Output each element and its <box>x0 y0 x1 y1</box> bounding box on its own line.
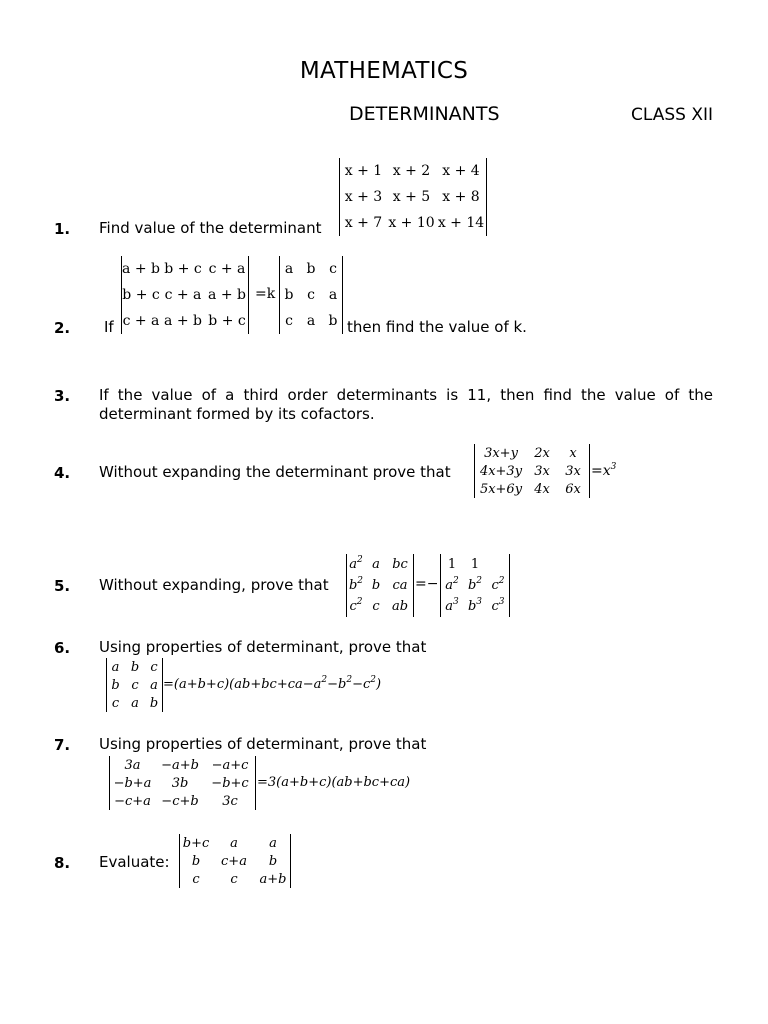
question-1-text: Find value of the determinant <box>99 219 322 237</box>
q2r-cell: b <box>328 313 338 329</box>
q1-cell: x + 7 <box>344 215 383 231</box>
page-subtitle: DETERMINANTS <box>349 103 500 125</box>
q5r-cell: c <box>491 578 499 593</box>
q1-cell: x + 3 <box>344 189 383 205</box>
q5-cell: c <box>372 599 380 614</box>
q8-cell: a <box>269 835 277 851</box>
q1-cell: x + 10 <box>388 215 435 231</box>
question-2-prefix: If <box>104 318 114 336</box>
question-3-number: 3. <box>54 387 71 405</box>
q5r-cell: b <box>467 578 477 593</box>
q8-cell: c+a <box>221 853 247 869</box>
question-2-right-determinant <box>279 256 343 334</box>
q8-cell: b <box>191 853 201 869</box>
q6-cell: c <box>111 695 120 711</box>
question-5-equals: =− <box>415 576 439 592</box>
question-3-text: If the value of a third order determinants is 11, then find the value of the determinant formed by its cofactors. <box>99 386 713 423</box>
q2r-cell: a <box>306 313 316 329</box>
q2r-cell: c <box>285 313 293 329</box>
q6-rhs-a: =(a+b+c)(ab+bc+ca−a <box>163 677 322 692</box>
q5-cell: c <box>349 599 357 614</box>
question-6-number: 6. <box>54 639 71 657</box>
question-4-determinant <box>474 444 590 498</box>
q1-cell: x + 14 <box>437 215 485 231</box>
q6-exp: 2 <box>370 675 376 685</box>
question-8-text: Evaluate: <box>99 853 170 871</box>
q2-cell: c + a <box>164 287 202 303</box>
q5-exp: 2 <box>357 576 364 586</box>
q6-cell: b <box>111 677 120 693</box>
q8-cell: b+c <box>182 835 210 851</box>
q8-cell: a+b <box>259 871 287 887</box>
q5r-exp: 3 <box>453 597 459 607</box>
q2-cell: a + b <box>208 287 246 303</box>
question-2-equals-k: =k <box>255 286 276 302</box>
q1-cell: x + 8 <box>442 189 480 205</box>
q4-cell: 3x <box>534 463 550 479</box>
question-7-rhs: =3(a+b+c)(ab+bc+ca) <box>257 775 411 790</box>
question-2-left-determinant <box>121 256 249 334</box>
q5r-cell <box>487 554 509 575</box>
question-2-suffix: then find the value of k. <box>347 318 527 336</box>
q2r-cell: a <box>284 261 294 277</box>
question-7-determinant <box>109 756 256 810</box>
q6-exp: 2 <box>346 675 353 685</box>
q5r-exp: 2 <box>453 576 459 586</box>
question-1-determinant <box>339 158 487 236</box>
q2-cell: a + b <box>122 261 160 277</box>
q4-rhs-base: =x <box>591 463 611 479</box>
q6-rhs-b: −b <box>327 677 347 692</box>
q5-cell: bc <box>392 557 408 572</box>
q7-cell: −c+b <box>161 793 199 809</box>
q1-cell: x + 2 <box>392 163 431 179</box>
q5r-exp: 2 <box>498 576 505 586</box>
question-5-right-determinant <box>440 554 510 617</box>
q5-exp: 2 <box>356 597 363 607</box>
q4-cell: 4x <box>534 481 550 497</box>
q4-rhs-exponent: 3 <box>610 462 617 472</box>
q2r-cell: c <box>307 287 315 303</box>
q6-rhs-d: ) <box>376 677 382 692</box>
q5-cell: ab <box>391 599 409 614</box>
q2r-cell: b <box>306 261 316 277</box>
q6-cell: a <box>131 695 139 711</box>
q5r-cell: 1 <box>470 557 480 572</box>
q7-cell: 3a <box>124 757 141 773</box>
q6-cell: a <box>150 677 158 693</box>
q4-cell: 3x <box>565 463 581 479</box>
page-title: MATHEMATICS <box>299 58 469 84</box>
q2-cell: b + c <box>208 313 246 329</box>
q5r-cell: c <box>491 599 499 614</box>
q2-cell: b + c <box>164 261 202 277</box>
q4-cell: 4x+3y <box>479 463 523 479</box>
question-4-text: Without expanding the determinant prove that <box>99 463 451 481</box>
q5-cell: b <box>371 578 381 593</box>
q6-cell: c <box>131 677 139 693</box>
q2-cell: a + b <box>164 313 202 329</box>
q5-cell: ca <box>392 578 408 593</box>
q5r-exp: 3 <box>476 597 483 607</box>
q1-cell: x + 1 <box>344 163 383 179</box>
q5r-cell: a <box>445 599 454 614</box>
class-label: CLASS XII <box>631 105 714 125</box>
q6-cell: c <box>150 659 158 675</box>
q6-cell: a <box>111 659 120 675</box>
q7-cell: 3b <box>171 775 189 791</box>
question-4-rhs <box>591 463 616 479</box>
q5r-cell: b <box>467 599 477 614</box>
q7-cell: −c+a <box>114 793 151 809</box>
q8-cell: c <box>230 871 238 887</box>
q7-cell: −b+a <box>113 775 152 791</box>
q6-exp: 2 <box>321 675 328 685</box>
question-4-number: 4. <box>54 464 71 482</box>
q1-cell: x + 5 <box>392 189 431 205</box>
q2-cell: b + c <box>122 287 160 303</box>
question-5-left-determinant <box>346 554 414 617</box>
q6-cell: b <box>130 659 140 675</box>
q5-exp: 2 <box>357 555 363 565</box>
q5r-cell: a <box>445 578 454 593</box>
q4-cell: 6x <box>565 481 581 497</box>
question-2-number: 2. <box>54 319 71 337</box>
q4-cell: x <box>569 445 577 461</box>
question-5-number: 5. <box>54 577 71 595</box>
q5-cell: b <box>348 578 358 593</box>
question-6-rhs <box>163 677 381 692</box>
q1-cell: x + 4 <box>442 163 480 179</box>
q7-cell: −a+c <box>211 757 249 773</box>
question-5-text: Without expanding, prove that <box>99 576 329 594</box>
q5r-exp: 3 <box>498 597 505 607</box>
question-7-number: 7. <box>54 736 71 754</box>
q2r-cell: b <box>284 287 294 303</box>
question-6-text: Using properties of determinant, prove that <box>99 638 427 656</box>
q8-cell: a <box>230 835 238 851</box>
question-6-determinant <box>106 658 163 712</box>
q6-rhs-c: −c <box>352 677 371 692</box>
q8-cell: b <box>268 853 278 869</box>
q5r-cell: 1 <box>447 557 457 572</box>
q7-cell: −a+b <box>161 757 199 773</box>
q2r-cell: c <box>329 261 337 277</box>
question-8-determinant <box>179 834 291 888</box>
question-8-number: 8. <box>54 854 71 872</box>
q4-cell: 2x <box>534 445 550 461</box>
q5r-exp: 2 <box>476 576 483 586</box>
q2-cell: c + a <box>122 313 160 329</box>
q7-cell: 3c <box>222 793 238 809</box>
q2-cell: c + a <box>208 261 246 277</box>
q4-cell: 3x+y <box>484 445 518 461</box>
q5-cell: a <box>349 557 358 572</box>
q2r-cell: a <box>328 287 338 303</box>
q8-cell: c <box>192 871 200 887</box>
q4-cell: 5x+6y <box>479 481 523 497</box>
q6-cell: b <box>149 695 159 711</box>
question-1-number: 1. <box>54 220 71 238</box>
q5-cell: a <box>372 557 380 572</box>
question-7-text: Using properties of determinant, prove that <box>99 735 427 753</box>
q7-cell: −b+c <box>211 775 249 791</box>
